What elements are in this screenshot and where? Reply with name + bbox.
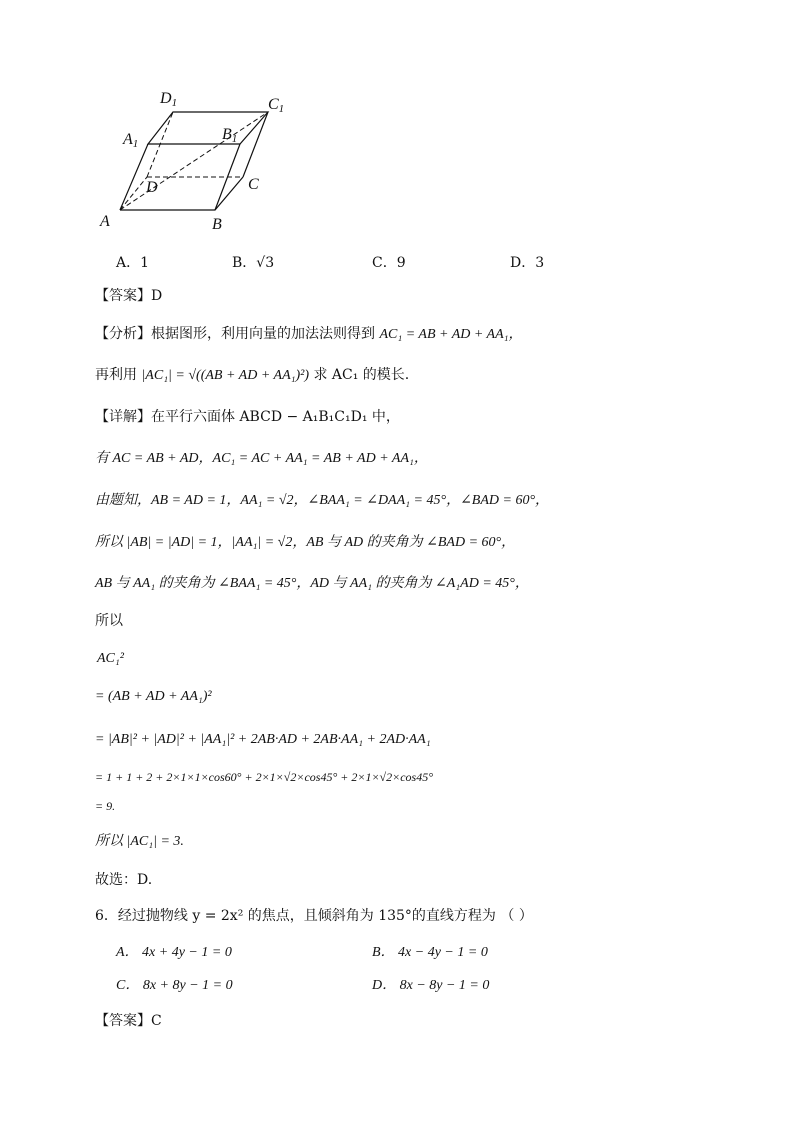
choice-d: D．3	[510, 255, 545, 271]
diagonal-A-C1	[120, 112, 268, 210]
label-B: B	[212, 216, 222, 233]
detail-line	[95, 408, 400, 426]
q6-choice-b: B． 4x − 4y − 1 = 0	[372, 945, 488, 960]
label-D1: D1	[160, 90, 178, 109]
line-eq1: = (AB + AD + AA₁)²	[95, 689, 212, 704]
q6-choice-d: D． 8x − 8y − 1 = 0	[372, 978, 490, 993]
parallelepiped-figure	[90, 85, 310, 235]
label-A: A	[100, 213, 110, 230]
choice-c: C．9	[372, 255, 406, 271]
line-ac1sq: AC₁²	[97, 651, 124, 666]
choice-b: B．√3	[232, 255, 275, 271]
analysis-line2	[95, 366, 409, 385]
answer-5: 【答案】D	[95, 288, 163, 304]
face-top	[148, 112, 268, 144]
analysis-label: 【分析】	[95, 326, 151, 342]
label-C: C	[248, 176, 259, 193]
line-so1: 所以 |AB| = |AD| = 1，|AA₁| = √2，AB 与 AD 的夹角为 ∠BAD = 60°，	[95, 535, 516, 550]
q6-choice-c: C． 8x + 8y − 1 = 0	[116, 978, 233, 993]
analysis-norm-eq: |AC₁| = √((AB + AD + AA₁)²)	[141, 368, 310, 383]
analysis-line	[95, 325, 523, 344]
line-have: 有 AC = AB + AD，AC₁ = AC + AA₁ = AB + AD + AA₁，	[95, 451, 428, 466]
line-result: 所以 |AC₁| = 3.	[95, 834, 184, 849]
label-B1: B1	[222, 126, 238, 145]
analysis-eq: AC₁ = AB + AD + AA₁，	[379, 327, 523, 342]
label-C1: C1	[268, 96, 285, 115]
answer-6: 【答案】C	[95, 1013, 162, 1029]
line-given: 由题知，AB = AD = 1，AA₁ = √2，∠BAA₁ = ∠DAA₁ = 45°，∠BAD = 60°，	[95, 493, 550, 508]
edge-dashed-A-D	[120, 177, 147, 210]
line-choose: 故选：D.	[95, 872, 153, 888]
q6-choice-a: A． 4x + 4y − 1 = 0	[116, 945, 232, 960]
label-D: D	[146, 179, 158, 196]
line-eq3: = 1 + 1 + 2 + 2×1×1×cos60° + 2×1×√2×cos45° + 2×1×√2×cos45°	[95, 770, 434, 784]
detail-text: 在平行六面体 ABCD − A₁B₁C₁D₁ 中，	[151, 409, 400, 425]
edge-A-A1	[120, 144, 148, 210]
line-eq2: = |AB|² + |AD|² + |AA₁|² + 2AB·AD + 2AB·AA₁ + 2AD·AA₁	[95, 732, 431, 747]
analysis-text: 根据图形，利用向量的加法法则得到	[151, 326, 375, 342]
edge-C-C1	[243, 112, 268, 177]
line-angles: AB 与 AA₁ 的夹角为 ∠BAA₁ = 45°，AD 与 AA₁ 的夹角为 ∠A₁AD = 45°，	[95, 576, 529, 591]
question-6: 6．经过抛物线 y = 2x² 的焦点，且倾斜角为 135°的直线方程为 （ ）	[95, 908, 533, 924]
line-so2: 所以	[95, 613, 123, 629]
label-A1: A1	[123, 131, 139, 150]
line-eq4: = 9.	[95, 799, 116, 813]
edge-solid	[120, 177, 243, 210]
detail-label: 【详解】	[95, 409, 151, 425]
analysis-prefix: 再利用	[95, 367, 137, 383]
analysis-suffix: 求 AC₁ 的模长.	[313, 367, 410, 383]
choice-a: A．1	[116, 255, 150, 271]
